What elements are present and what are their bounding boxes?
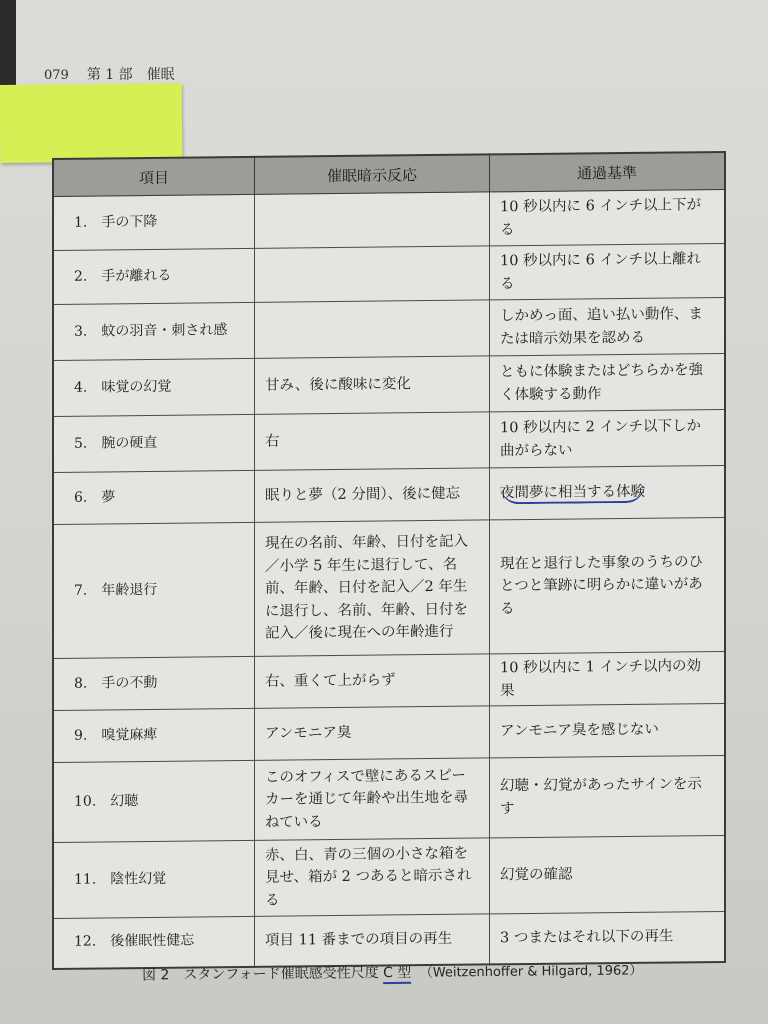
criterion-cell: 現在と退行した事象のうちのひとつと筆跡に明らかに違いがある bbox=[490, 517, 726, 653]
table-row bbox=[53, 189, 725, 250]
underlined-criterion: 夜間夢に相当する体験 bbox=[500, 484, 645, 505]
response-cell bbox=[255, 300, 490, 358]
criterion-cell: 幻聴・幻覚があったサインを示す bbox=[490, 755, 726, 837]
response-cell: アンモニア臭 bbox=[255, 706, 490, 760]
page-number: 079 bbox=[44, 68, 69, 83]
table-row bbox=[53, 243, 725, 304]
item-cell: 3. 蚊の羽音・刺され感 bbox=[53, 302, 255, 360]
sticky-note bbox=[0, 83, 182, 163]
criterion-cell: 10 秒以内に 1 インチ以内の効果 bbox=[490, 651, 726, 705]
scale-table-container bbox=[52, 151, 726, 960]
table-row bbox=[53, 297, 725, 360]
hypnotic-susceptibility-table bbox=[52, 151, 726, 970]
criterion-cell: 3 つまたはそれ以下の再生 bbox=[490, 911, 726, 963]
caption-label: 図 2 スタンフォード催眠感受性尺度 bbox=[141, 965, 379, 984]
running-header bbox=[44, 64, 175, 84]
response-cell: 現在の名前、年齢、日付を記入／小学 5 年生に退行して、名前、年齢、日付を記入／2 年生に退行し、名前、年齢、日付を記入／後に現在への年齢進行 bbox=[255, 520, 490, 656]
criterion-cell: 10 秒以内に 2 インチ以下しか曲がらない bbox=[490, 409, 726, 467]
table-row bbox=[53, 409, 725, 472]
item-cell: 12. 後催眠性健忘 bbox=[53, 916, 255, 968]
page-edge-bar bbox=[0, 0, 16, 92]
item-cell: 4. 味覚の幻覚 bbox=[53, 358, 255, 416]
column-header-item: 項目 bbox=[53, 157, 255, 197]
criterion-cell: 幻覚の確認 bbox=[490, 835, 726, 913]
column-header-criterion: 通過基準 bbox=[490, 152, 726, 192]
criterion-cell: ともに体験またはどちらかを強く体験する動作 bbox=[490, 353, 726, 411]
figure-caption bbox=[142, 959, 643, 984]
response-cell: 項目 11 番までの項目の再生 bbox=[255, 914, 490, 966]
item-cell: 9. 嗅覚麻痺 bbox=[53, 708, 255, 762]
caption-citation: （Weitzenhoffer & Hilgard, 1962） bbox=[419, 963, 643, 981]
table-row bbox=[53, 517, 725, 658]
response-cell: このオフィスで壁にあるスピーカーを通じて年齢や出生地を尋ねている bbox=[255, 758, 490, 840]
table-row bbox=[53, 755, 725, 842]
table-row bbox=[53, 465, 725, 524]
item-cell: 2. 手が離れる bbox=[53, 248, 255, 304]
criterion-cell: 10 秒以内に 6 インチ以上離れる bbox=[490, 243, 726, 299]
response-cell: 右 bbox=[255, 412, 490, 470]
table-row bbox=[53, 651, 725, 710]
response-cell: 赤、白、青の三個の小さな箱を見せ、箱が 2 つあると暗示される bbox=[255, 838, 490, 916]
item-cell: 10. 幻聴 bbox=[53, 760, 255, 842]
response-cell: 右、重くて上がらず bbox=[255, 654, 490, 708]
table-row bbox=[53, 353, 725, 416]
response-cell bbox=[255, 192, 490, 248]
section-title: 第 1 部 催眠 bbox=[86, 67, 175, 83]
column-header-response: 催眠暗示反応 bbox=[255, 154, 490, 194]
criterion-cell: 10 秒以内に 6 インチ以上下がる bbox=[490, 189, 726, 245]
table-row bbox=[53, 703, 725, 762]
item-cell: 6. 夢 bbox=[53, 470, 255, 524]
response-cell: 眠りと夢（2 分間）、後に健忘 bbox=[255, 468, 490, 522]
caption-form-type: C 型 bbox=[383, 965, 411, 984]
item-cell: 11. 陰性幻覚 bbox=[53, 840, 255, 918]
criterion-cell bbox=[490, 465, 726, 519]
table-row bbox=[53, 835, 725, 918]
criterion-cell: しかめっ面、追い払い動作、または暗示効果を認める bbox=[490, 297, 726, 355]
item-cell: 8. 手の不動 bbox=[53, 656, 255, 710]
criterion-cell: アンモニア臭を感じない bbox=[490, 703, 726, 757]
response-cell: 甘み、後に酸味に変化 bbox=[255, 356, 490, 414]
response-cell bbox=[255, 246, 490, 302]
item-cell: 7. 年齢退行 bbox=[53, 522, 255, 658]
item-cell: 1. 手の下降 bbox=[53, 194, 255, 250]
item-cell: 5. 腕の硬直 bbox=[53, 414, 255, 472]
